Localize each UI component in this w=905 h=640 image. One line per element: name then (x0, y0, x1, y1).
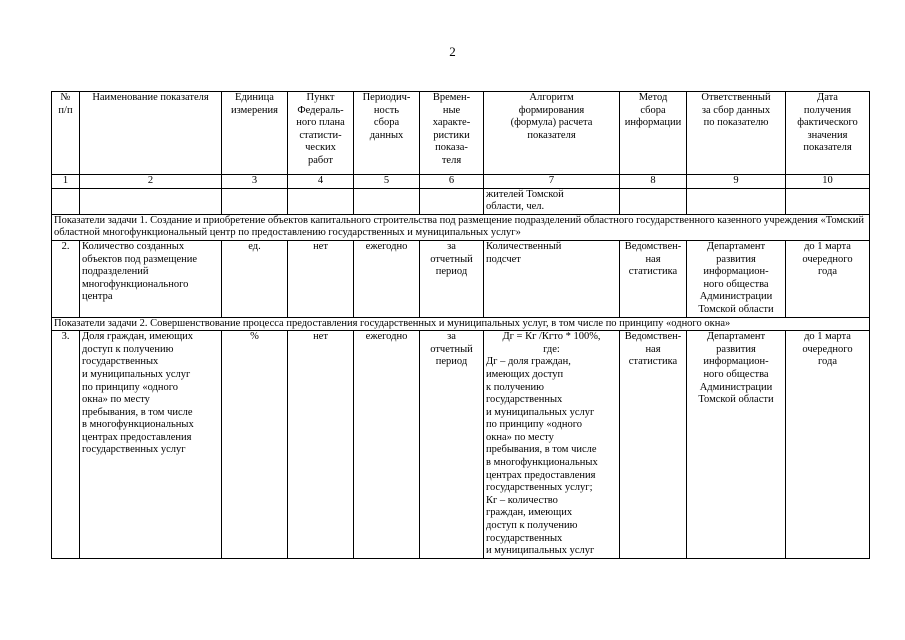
column-number: 3 (222, 175, 288, 189)
periodicity: ежегодно (354, 331, 420, 559)
responsible: Департамент развития информацион- ного общества Администрации Томской области (687, 240, 786, 317)
header-algorithm: Алгоритм формирования (формула) расчета показателя (484, 92, 620, 175)
cell-empty (52, 188, 80, 214)
cell-empty (288, 188, 354, 214)
column-number: 4 (288, 175, 354, 189)
algorithm-formula: Дг = Кг /Кгто * 100%, где: (502, 331, 601, 355)
header-row (52, 92, 870, 175)
header-method: Метод сбора информации (620, 92, 687, 175)
cell-empty (354, 188, 420, 214)
indicator-name: Количество созданных объектов под размещение подразделений многофункционального центра (80, 240, 222, 317)
responsible: Департамент развития информацион- ного общества Администрации Томской области (687, 331, 786, 559)
federal-plan-item: нет (288, 240, 354, 317)
collection-method: Ведомствен- ная статистика (620, 331, 687, 559)
section-title-task-2: Показатели задачи 2. Совершенствование процесса предоставления государственных и муниципальных услуг, в том числе по принципу «одного окна» (52, 317, 870, 331)
indicator-name: Доля граждан, имеющих доступ к получению государственных и муниципальных услуг по принципу «одного окна» по месту пребывания, в том числе в многофункциональных центрах предоставления государственных услуг (80, 331, 222, 559)
indicators-table (51, 91, 870, 559)
section-header-task-1 (52, 214, 870, 240)
column-number: 9 (687, 175, 786, 189)
section-header-task-2 (52, 317, 870, 331)
header-date: Дата получения фактического значения показателя (786, 92, 870, 175)
federal-plan-item: нет (288, 331, 354, 559)
continuation-algorithm: жителей Томской области, чел. (484, 188, 620, 214)
cell-empty (620, 188, 687, 214)
cell-empty (222, 188, 288, 214)
table-row-3 (52, 331, 870, 559)
column-number: 6 (420, 175, 484, 189)
column-number: 7 (484, 175, 620, 189)
time-characteristics: за отчетный период (420, 331, 484, 559)
section-title-task-1: Показатели задачи 1. Создание и приобретение объектов капитального строительства под размещение подразделений областного государственного казенного учреждения «Томский областной многофункциональный центр по предоставлению государственных и муниципальных услуг» (52, 214, 870, 240)
row-number: 3. (52, 331, 80, 559)
date-received: до 1 марта очередного года (786, 240, 870, 317)
row-number: 2. (52, 240, 80, 317)
header-responsible: Ответственный за сбор данных по показателю (687, 92, 786, 175)
column-number: 10 (786, 175, 870, 189)
column-number: 8 (620, 175, 687, 189)
page-number: 2 (449, 44, 456, 59)
collection-method: Ведомствен- ная статистика (620, 240, 687, 317)
header-federal-plan: Пункт Федераль- ного плана статисти- ческих работ (288, 92, 354, 175)
algorithm-description: Дг – доля граждан, имеющих доступ к получению государственных и муниципальных услуг по принципу «одного окна» по месту пребывания, в том числе в многофункциональных центрах предоставления государственных услуг; Кг – количество граждан, имеющих доступ к получению государственных и муниципальных услуг (486, 356, 598, 557)
unit: ед. (222, 240, 288, 317)
column-number: 1 (52, 175, 80, 189)
cell-empty (786, 188, 870, 214)
algorithm (484, 331, 620, 559)
column-numbers-row (52, 175, 870, 189)
time-characteristics: за отчетный период (420, 240, 484, 317)
table-row-2 (52, 240, 870, 317)
unit: % (222, 331, 288, 559)
periodicity: ежегодно (354, 240, 420, 317)
cell-empty (420, 188, 484, 214)
continuation-row (52, 188, 870, 214)
header-time-characteristics: Времен- ные характе- ристики показа- теля (420, 92, 484, 175)
header-unit: Единица измерения (222, 92, 288, 175)
column-number: 5 (354, 175, 420, 189)
column-number: 2 (80, 175, 222, 189)
cell-empty (687, 188, 786, 214)
algorithm: Количественный подсчет (484, 240, 620, 317)
cell-empty (80, 188, 222, 214)
header-indicator-name: Наименование показателя (80, 92, 222, 175)
header-number: № п/п (52, 92, 80, 175)
header-periodicity: Периодич- ность сбора данных (354, 92, 420, 175)
date-received: до 1 марта очередного года (786, 331, 870, 559)
